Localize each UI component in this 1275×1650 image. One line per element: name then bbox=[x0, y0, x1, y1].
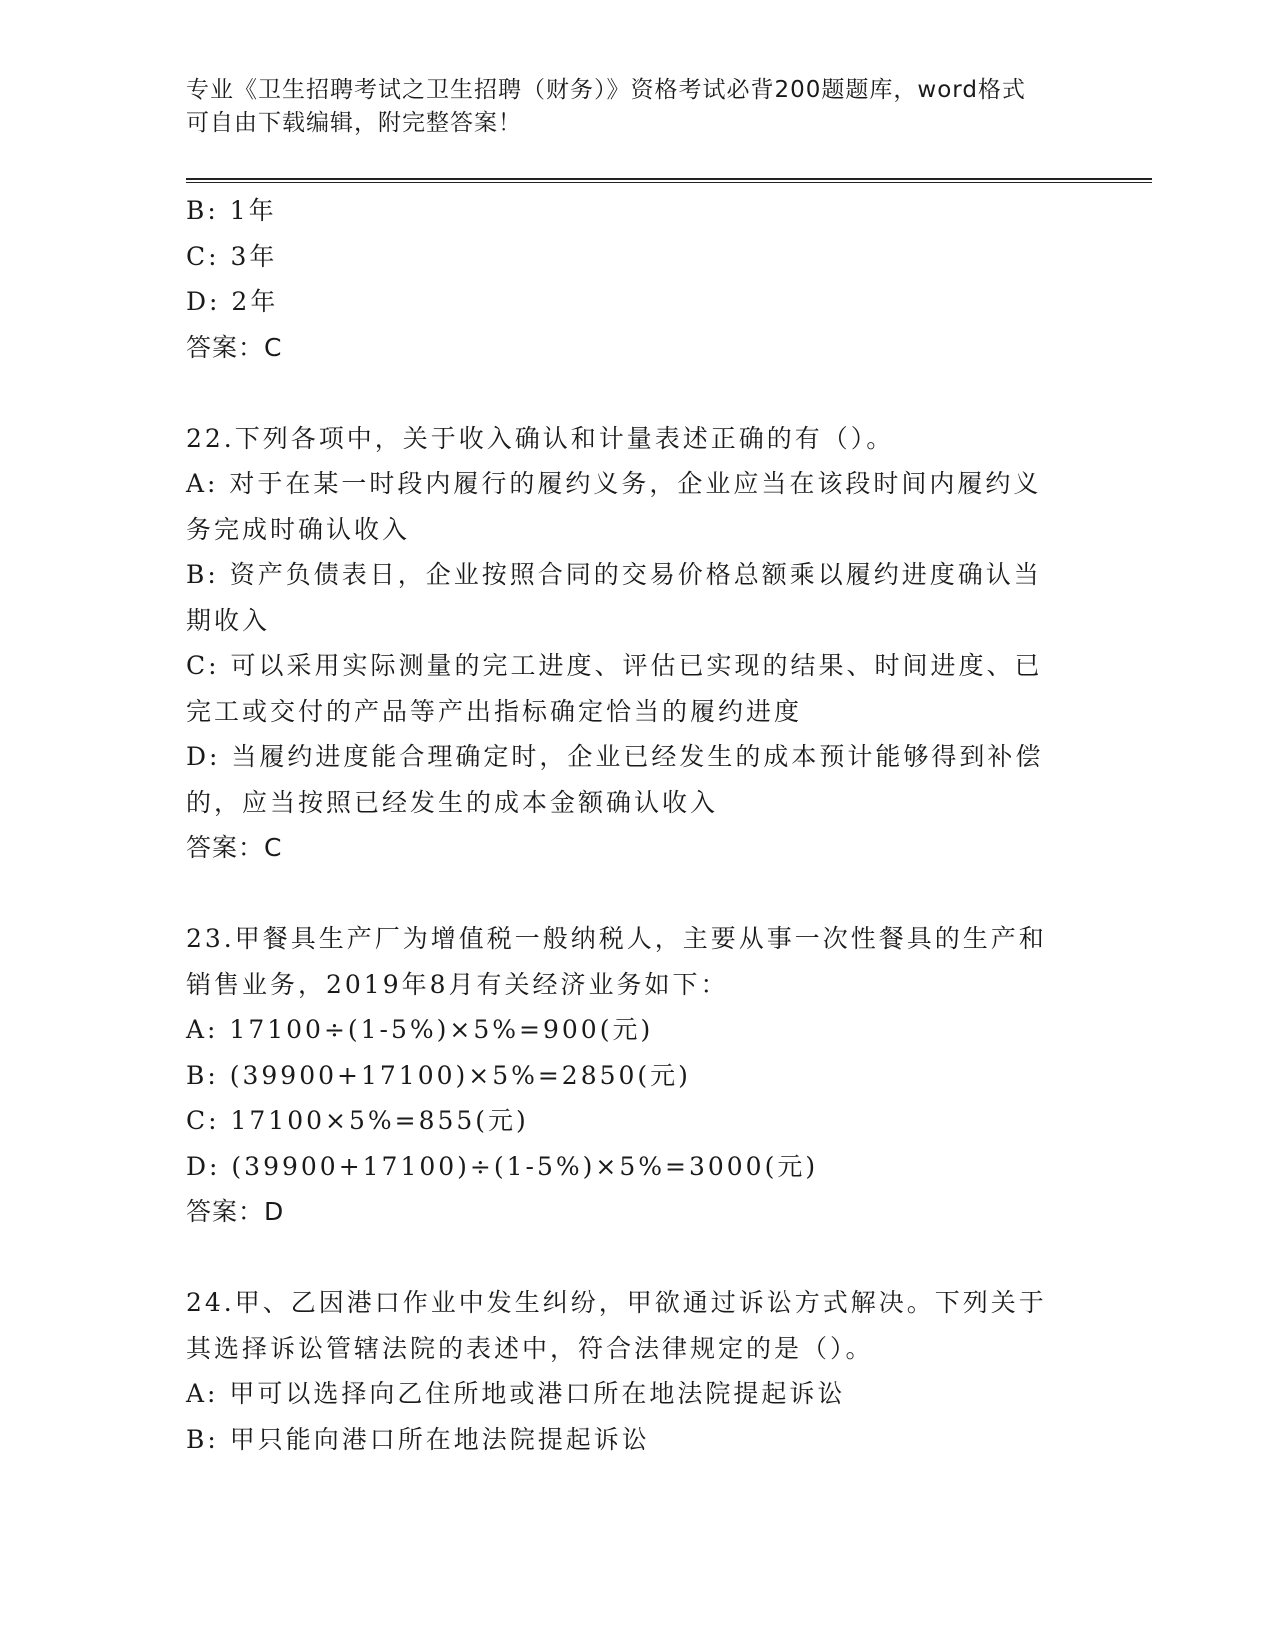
answer: 答案：D bbox=[186, 1197, 285, 1226]
question-stem-cont: 其选择诉讼管辖法院的表述中，符合法律规定的是（）。 bbox=[186, 1333, 874, 1363]
option-d: D: 2年 bbox=[186, 287, 279, 316]
spacer bbox=[186, 871, 1076, 917]
option-c-cont: 完工或交付的产品等产出指标确定恰当的履约进度 bbox=[186, 696, 803, 726]
spacer bbox=[186, 1235, 1076, 1281]
option-a-cont: 务完成时确认收入 bbox=[186, 514, 411, 544]
option-b: B: 甲只能向港口所在地法院提起诉讼 bbox=[186, 1424, 650, 1454]
option-d-cont: 的，应当按照已经发生的成本金额确认收入 bbox=[186, 787, 719, 817]
header-title-line-2: 可自由下载编辑，附完整答案！ bbox=[186, 110, 522, 136]
answer: 答案：C bbox=[186, 332, 283, 362]
question-22 bbox=[186, 416, 1076, 871]
spacer bbox=[186, 370, 1076, 416]
option-b-cont: 期收入 bbox=[186, 605, 271, 635]
question-24 bbox=[186, 1280, 1076, 1462]
option-c: C: 17100×5%=855(元) bbox=[186, 1106, 529, 1135]
document-header bbox=[186, 74, 1076, 140]
option-b: B: 资产负债表日，企业按照合同的交易价格总额乘以履约进度确认当 bbox=[186, 560, 1042, 589]
document-body bbox=[186, 188, 1076, 1462]
option-d: D: 当履约进度能合理确定时，企业已经发生的成本预计能够得到补偿 bbox=[186, 742, 1044, 771]
option-c: C: 可以采用实际测量的完工进度、评估已实现的结果、时间进度、已 bbox=[186, 651, 1043, 680]
previous-question bbox=[186, 188, 1076, 370]
option-b: B: 1年 bbox=[186, 196, 277, 225]
header-title-line-1: 专业《卫生招聘考试之卫生招聘（财务）》资格考试必背200题题库，word格式 bbox=[186, 77, 1026, 103]
option-a: A: 对于在某一时段内履行的履约义务，企业应当在该段时间内履约义 bbox=[186, 469, 1042, 498]
answer: 答案：C bbox=[186, 833, 283, 862]
option-b: B: (39900+17100)×5%=2850(元) bbox=[186, 1060, 691, 1090]
question-stem-cont: 销售业务，2019年8月有关经济业务如下： bbox=[186, 969, 729, 999]
option-a: A: 17100÷(1-5%)×5%=900(元) bbox=[186, 1015, 654, 1044]
question-stem: 23.甲餐具生产厂为增值税一般纳税人，主要从事一次性餐具的生产和 bbox=[186, 924, 1047, 953]
question-23 bbox=[186, 916, 1076, 1235]
option-c: C: 3年 bbox=[186, 241, 278, 271]
option-a: A: 甲可以选择向乙住所地或港口所在地法院提起诉讼 bbox=[186, 1379, 846, 1408]
header-divider bbox=[186, 178, 1152, 183]
option-d: D: (39900+17100)÷(1-5%)×5%=3000(元) bbox=[186, 1151, 819, 1181]
question-stem: 22.下列各项中，关于收入确认和计量表述正确的有（）。 bbox=[186, 423, 895, 453]
question-stem: 24.甲、乙因港口作业中发生纠纷，甲欲通过诉讼方式解决。下列关于 bbox=[186, 1288, 1047, 1317]
